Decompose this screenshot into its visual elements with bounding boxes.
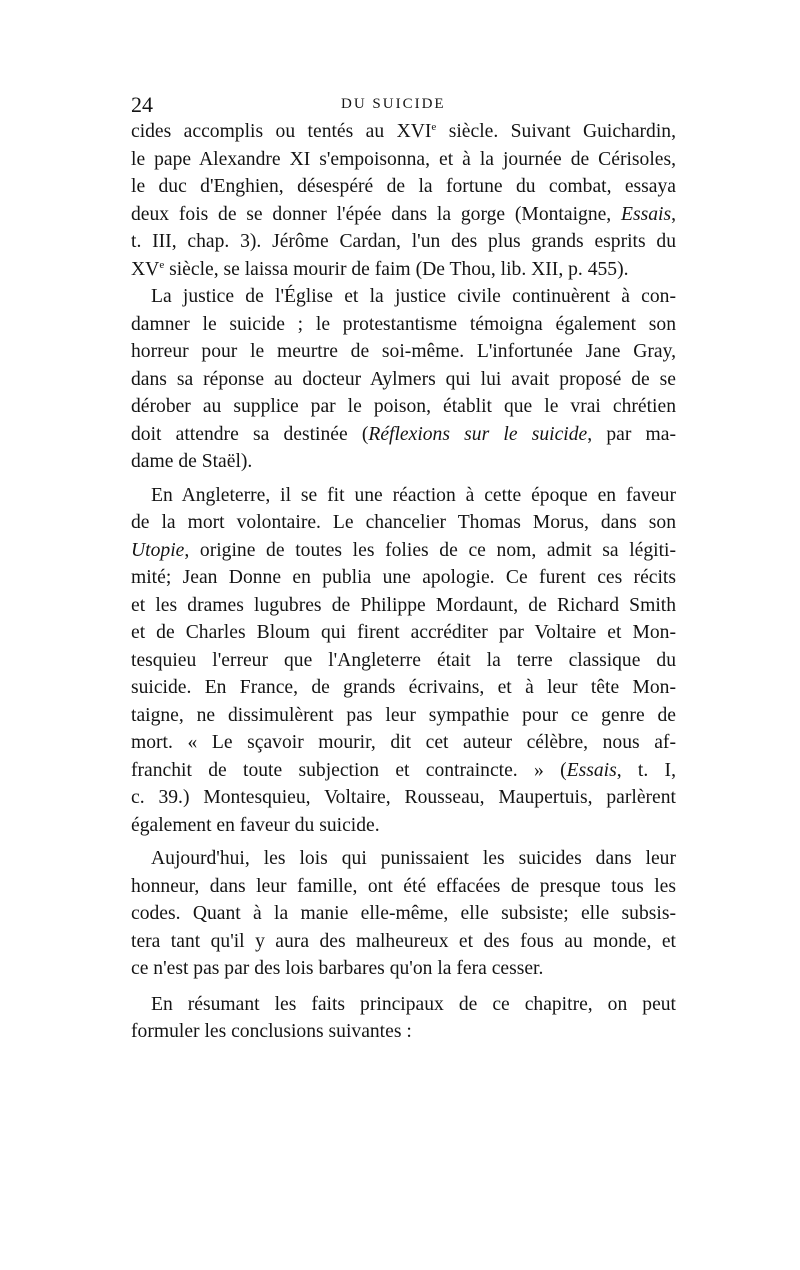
page-number: 24 [131,92,153,117]
running-title: DU SUICIDE [341,96,446,112]
text-line: doit attendre sa destinée (Réflexions sur le suicide, par ma- [131,423,676,445]
text-line: honneur, dans leur famille, ont été effacées de presque tous les [131,875,676,897]
text-line: mort. « Le sçavoir mourir, dit cet auteur célèbre, nous af- [131,732,676,753]
text-line: formuler les conclusions suivantes : [131,1021,412,1042]
text-line: le pape Alexandre XI s'empoisonna, et à la journée de Cérisoles, [131,148,676,170]
text-line: c. 39.) Montesquieu, Voltaire, Rousseau, Maupertuis, parlèrent [131,787,676,808]
text-line: damner le suicide ; le protestantisme témoigna également son [131,313,676,335]
text-line: et les drames lugubres de Philippe Mordaunt, de Richard Smith [131,594,676,616]
paragraph [131,991,676,1046]
paragraph [131,845,676,983]
text-line: taigne, ne dissimulèrent pas leur sympathie pour ce genre de [131,704,676,726]
text-line: XVe siècle, se laissa mourir de faim (De Thou, lib. XII, p. 455). [131,258,629,280]
text-line: suicide. En France, de grands écrivains, et à leur tête Mon- [131,677,676,698]
text-line: tera tant qu'il y aura des malheureux et des fous au monde, et [131,930,676,952]
body-text [131,118,676,1046]
text-line: et de Charles Bloum qui firent accréditer par Voltaire et Mon- [131,622,676,643]
text-line: En Angleterre, il se fit une réaction à cette époque en faveur [151,484,676,506]
text-line: le duc d'Enghien, désespéré de la fortune du combat, essaya [131,176,676,197]
text-line: Utopie, origine de toutes les folies de ce nom, admit sa légiti- [131,539,676,561]
text-line: de la mort volontaire. Le chancelier Thomas Morus, dans son [131,512,676,533]
text-line: ce n'est pas par des lois barbares qu'on la fera cesser. [131,958,544,979]
text-line: également en faveur du suicide. [131,814,380,836]
paragraph [131,482,676,840]
text-line: dans sa réponse au docteur Aylmers qui lui avait proposé de se [131,368,676,390]
text-line: t. III, chap. 3). Jérôme Cardan, l'un des plus grands esprits du [131,231,676,252]
text-line: codes. Quant à la manie elle-même, elle subsiste; elle subsis- [131,903,676,924]
text-line: dérober au supplice par le poison, établit que le vrai chrétien [131,396,676,417]
text-line: En résumant les faits principaux de ce chapitre, on peut [151,993,676,1015]
text-line: deux fois de se donner l'épée dans la gorge (Montaigne, Essais, [131,203,676,225]
text-line: La justice de l'Église et la justice civile continuèrent à con- [151,286,676,307]
page-header [131,92,676,118]
text-line: horreur pour le meurtre de soi-même. L'infortunée Jane Gray, [131,341,676,362]
paragraph [131,118,676,283]
text-line: mité; Jean Donne en publia une apologie. Ce furent ces récits [131,567,676,588]
text-line: dame de Staël). [131,451,253,472]
text-line: franchit de toute subjection et contraincte. » (Essais, t. I, [131,759,676,781]
paragraph [131,283,676,476]
text-line: Aujourd'hui, les lois qui punissaient les suicides dans leur [151,848,676,869]
text-line: cides accomplis ou tentés au XVIe siècle. Suivant Guichardin, [131,121,676,142]
text-line: tesquieu l'erreur que l'Angleterre était la terre classique du [131,649,676,671]
